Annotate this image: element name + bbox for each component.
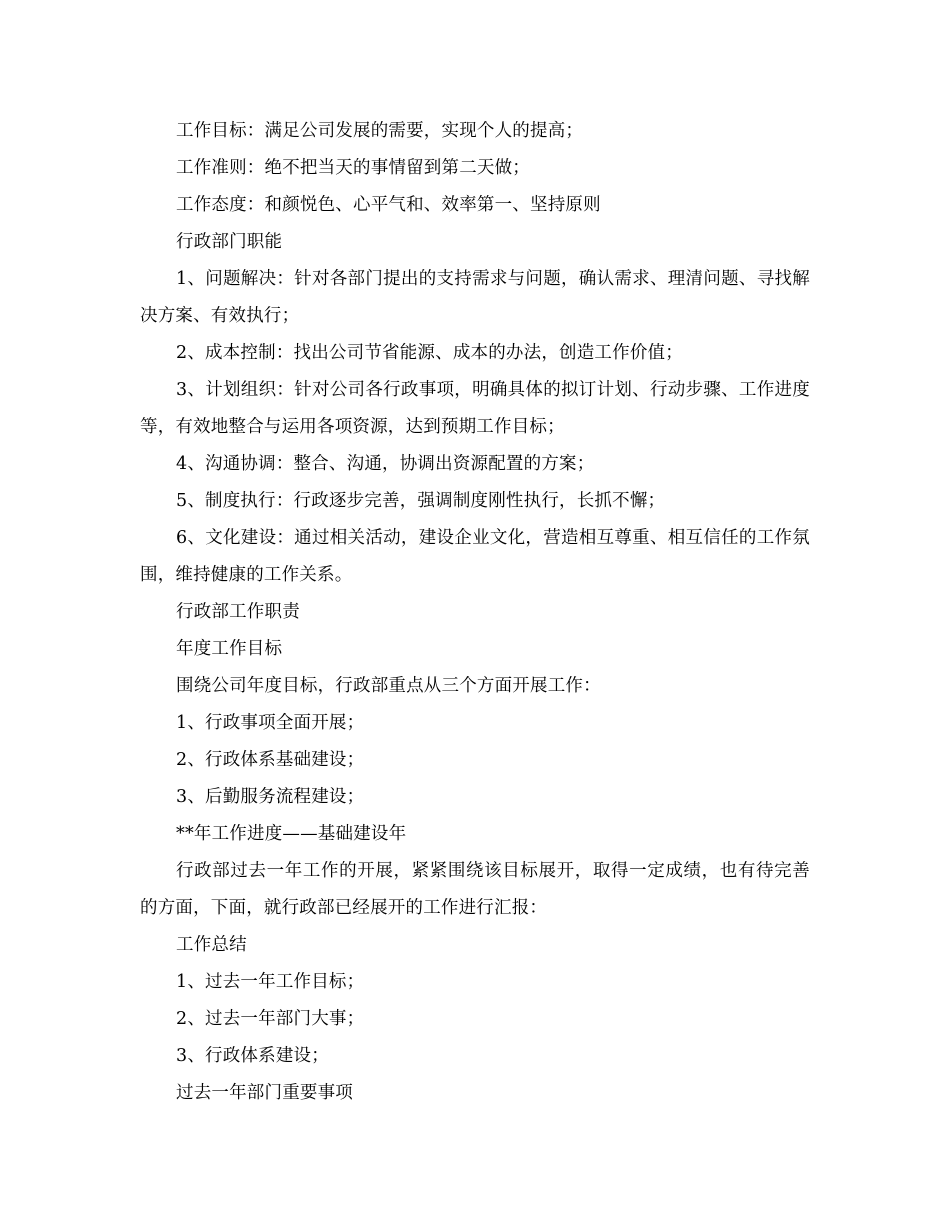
list-item-logistics: 3、后勤服务流程建设； — [176, 787, 365, 807]
list-item-cost-control: 2、成本控制：找出公司节省能源、成本的办法，创造工作价值； — [176, 343, 683, 363]
list-item-past-events: 2、过去一年部门大事； — [176, 1009, 365, 1029]
list-item-communication: 4、沟通协调：整合、沟通，协调出资源配置的方案； — [176, 454, 595, 474]
paragraph-work-goal: 工作目标：满足公司发展的需要，实现个人的提高； — [176, 121, 584, 141]
paragraph-progress-report: 行政部过去一年工作的开展，紧紧围绕该目标展开，取得一定成绩，也有待完善的方面，下面，就行政部已经展开的工作进行汇报： — [140, 861, 810, 918]
list-item-system-building: 3、行政体系建设； — [176, 1046, 329, 1066]
list-item-problem-solving: 1、问题解决：针对各部门提出的支持需求与问题，确认需求、理清问题、寻找解决方案、有效执行； — [140, 269, 810, 326]
list-item-policy-execution: 5、制度执行：行政逐步完善，强调制度刚性执行，长抓不懈； — [176, 491, 666, 511]
paragraph-work-attitude: 工作态度：和颜悦色、心平气和、效率第一、坚持原则 — [176, 195, 601, 215]
heading-annual-goals: 年度工作目标 — [176, 639, 283, 659]
document-page — [140, 113, 810, 1112]
list-item-planning: 3、计划组织：针对公司各行政事项，明确具体的拟订计划、行动步骤、工作进度等，有效地整合与运用各项资源，达到预期工作目标； — [140, 380, 810, 437]
list-item-admin-matters: 1、行政事项全面开展； — [176, 713, 365, 733]
heading-work-summary: 工作总结 — [176, 935, 247, 955]
heading-work-progress: **年工作进度——基础建设年 — [176, 824, 407, 844]
heading-important-matters: 过去一年部门重要事项 — [176, 1083, 353, 1103]
list-item-culture-building: 6、文化建设：通过相关活动，建设企业文化，营造相互尊重、相互信任的工作氛围，维持健康的工作关系。 — [140, 528, 810, 585]
heading-admin-duties: 行政部工作职责 — [176, 602, 300, 622]
list-item-past-goals: 1、过去一年工作目标； — [176, 972, 365, 992]
list-item-admin-system: 2、行政体系基础建设； — [176, 750, 365, 770]
heading-admin-functions: 行政部门职能 — [176, 232, 283, 252]
paragraph-work-principle: 工作准则：绝不把当天的事情留到第二天做； — [176, 158, 530, 178]
paragraph-annual-focus: 围绕公司年度目标，行政部重点从三个方面开展工作： — [176, 676, 601, 696]
